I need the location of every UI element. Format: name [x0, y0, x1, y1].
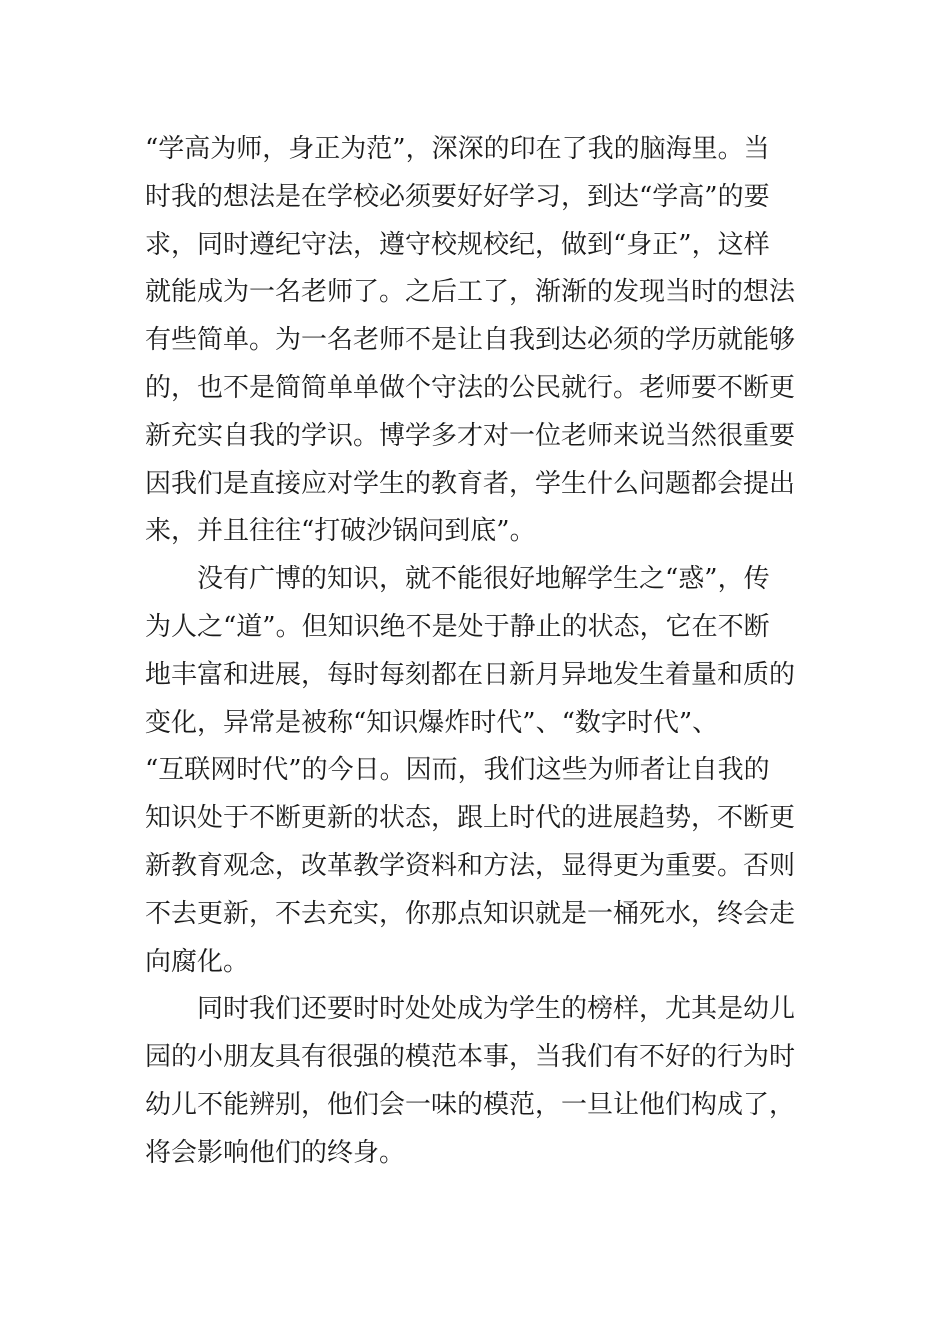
text-line: 向腐化。: [145, 946, 250, 977]
text-line: 时我的想法是在学校必须要好好学习，到达“学高”的要: [145, 181, 770, 212]
text-line: 不去更新，不去充实，你那点知识就是一桶死水，终会走: [145, 898, 796, 929]
text-line: 新教育观念，改革教学资料和方法，显得更为重要。否则: [145, 850, 796, 881]
paragraph-3: [145, 986, 810, 1177]
text-line: 来，并且往往“打破沙锅问到底”。: [145, 516, 536, 547]
text-line: 的，也不是简简单单做个守法的公民就行。老师要不断更: [145, 372, 796, 403]
text-line: “互联网时代”的今日。因而，我们这些为师者让自我的: [145, 755, 770, 786]
text-line: 园的小朋友具有很强的模范本事，当我们有不好的行为时: [145, 1042, 796, 1073]
text-line: 知识处于不断更新的状态，跟上时代的进展趋势，不断更: [145, 803, 796, 834]
text-line: 将会影响他们的终身。: [145, 1137, 406, 1168]
text-line: 求，同时遵纪守法，遵守校规校纪，做到“身正”，这样: [145, 229, 770, 260]
paragraph-2: [145, 556, 810, 986]
document-body: [145, 126, 810, 1178]
text-line: 有些简单。为一名老师不是让自我到达必须的学历就能够: [145, 325, 796, 356]
text-line: 同时我们还要时时处处成为学生的榜样，尤其是幼儿: [197, 994, 796, 1025]
paragraph-1: [145, 126, 810, 556]
text-line: 地丰富和进展，每时每刻都在日新月异地发生着量和质的: [145, 659, 796, 690]
text-line: 新充实自我的学识。博学多才对一位老师来说当然很重要: [145, 420, 796, 451]
text-line: 为人之“道”。但知识绝不是处于静止的状态，它在不断: [145, 611, 770, 642]
text-line: 因我们是直接应对学生的教育者，学生什么问题都会提出: [145, 468, 796, 499]
text-line: 幼儿不能辨别，他们会一味的模范，一旦让他们构成了，: [145, 1089, 796, 1120]
text-line: “学高为师，身正为范”，深深的印在了我的脑海里。当: [145, 134, 770, 164]
text-line: 没有广博的知识，就不能很好地解学生之“惑”，传: [197, 564, 770, 595]
text-line: 就能成为一名老师了。之后工了，渐渐的发现当时的想法: [145, 277, 796, 308]
text-line: 变化，异常是被称“知识爆炸时代”、“数字时代”、: [145, 707, 719, 738]
